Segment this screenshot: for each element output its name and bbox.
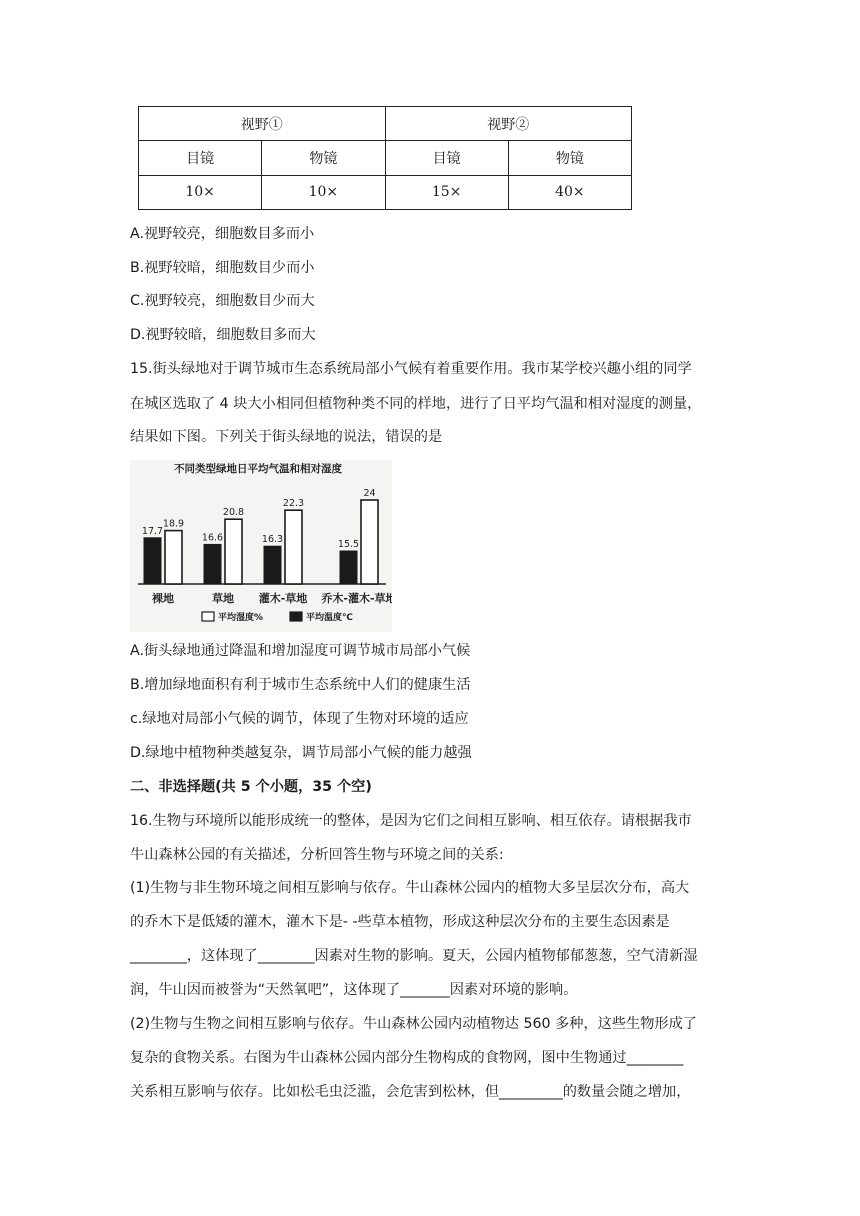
category-label: 灌木-草地 [258, 592, 308, 605]
legend-swatch [290, 612, 302, 621]
legend-label: 平均湿度% [218, 613, 264, 623]
q16-line: 16.生物与环境所以能形成统一的整体，是因为它们之间相互影响、相互依存。请根据我市 [130, 813, 692, 829]
bar-temperature [264, 546, 281, 584]
q15-option-d: D.绿地中植物种类越复杂，调节局部小气候的能力越强 [130, 745, 472, 761]
chart-title: 不同类型绿地日平均气温和相对湿度 [174, 463, 342, 475]
q15-line: 结果如下图。下列关于街头绿地的说法，错误的是 [130, 429, 443, 445]
table-value-cell: 10× [262, 175, 385, 209]
q14-option-a: A.视野较亮，细胞数目多而小 [130, 226, 315, 242]
bar-data-label: 20.8 [222, 507, 245, 519]
q16-line: 润，牛山因而被誉为“天然氧吧”，这体现了_______因素对环境的影响。 [130, 982, 578, 998]
bar-temperature [144, 538, 161, 584]
bar-data-label: 24 [363, 488, 376, 499]
bar-temperature [340, 551, 357, 584]
table-subheader-cell: 物镜 [508, 141, 631, 175]
bar-data-label: 15.5 [337, 539, 360, 550]
q16-line: (1)生物与非生物环境之间相互影响与依存。牛山森林公园内的植物大多呈层次分布，高大 [130, 880, 690, 896]
bar-data-label: 22.3 [282, 498, 305, 510]
table-value-cell: 15× [385, 175, 508, 209]
bar-humidity [165, 531, 182, 584]
q15-option-a: A.街头绿地通过降温和增加湿度可调节城市局部小气候 [130, 643, 471, 659]
q15-option-b: B.增加绿地面积有利于城市生态系统中人们的健康生活 [130, 677, 471, 693]
q15-line: 15.街头绿地对于调节城市生态系统局部小气候有着重要作用。我市某学校兴趣小组的同学 [130, 361, 692, 377]
table-value-cell: 10× [139, 175, 262, 209]
bar-data-label: 16.3 [261, 534, 284, 546]
table-subheader-cell: 目镜 [139, 141, 262, 175]
table-subheader-cell: 物镜 [262, 141, 385, 175]
category-label: 乔木-灌木-草地 [321, 592, 392, 605]
q16-line: (2)生物与生物之间相互影响与依存。牛山森林公园内动植物达 560 多种，这些生物形成了 [130, 1016, 697, 1032]
bar-data-label: 17.7 [141, 525, 164, 537]
bar-humidity [361, 500, 378, 584]
section-heading: 二、非选择题(共 5 个小题，35 个空) [130, 779, 372, 795]
q16-line: 牛山森林公园的有关描述，分析回答生物与环境之间的关系: [130, 847, 504, 863]
category-label: 草地 [212, 592, 234, 605]
q15-option-c: c.绿地对局部小气候的调节，体现了生物对环境的适应 [130, 711, 469, 727]
bar-humidity [225, 519, 242, 584]
q16-line: ________，这体现了________因素对生物的影响。夏天，公园内植物郁郁葱葱，空气清新湿 [130, 948, 698, 964]
bar-data-label: 18.9 [162, 518, 185, 530]
bar-data-label: 16.6 [201, 532, 224, 544]
legend-swatch [202, 612, 214, 621]
bar-temperature [204, 544, 221, 584]
table-header-view1: 视野① [139, 107, 386, 141]
chart-svg [130, 460, 392, 632]
legend-label: 平均温度℃ [306, 613, 353, 623]
climate-bar-chart [130, 460, 392, 632]
magnification-table [138, 106, 632, 210]
q16-line: 关系相互影响与依存。比如松毛虫泛滥，会危害到松林，但_________的数量会随之增加， [130, 1084, 691, 1100]
table-subheader-cell: 目镜 [385, 141, 508, 175]
q16-line: 的乔木下是低矮的灌木，灌木下是- -些草本植物，形成这种层次分布的主要生态因素是 [130, 914, 670, 930]
table-value-cell: 40× [508, 175, 631, 209]
category-label: 裸地 [152, 592, 174, 605]
bar-humidity [285, 510, 302, 584]
q14-option-c: C.视野较亮，细胞数目少而大 [130, 293, 315, 309]
q14-option-b: B.视野较暗，细胞数目少而小 [130, 260, 315, 276]
table-header-view2: 视野② [385, 107, 632, 141]
q14-option-d: D.视野较暗，细胞数目多而大 [130, 327, 316, 343]
q15-line: 在城区选取了 4 块大小相同但植物种类不同的样地，进行了日平均气温和相对湿度的测量， [130, 396, 702, 412]
q16-line: 复杂的食物关系。右图为牛山森林公园内部分生物构成的食物网，图中生物通过________ [130, 1050, 684, 1066]
